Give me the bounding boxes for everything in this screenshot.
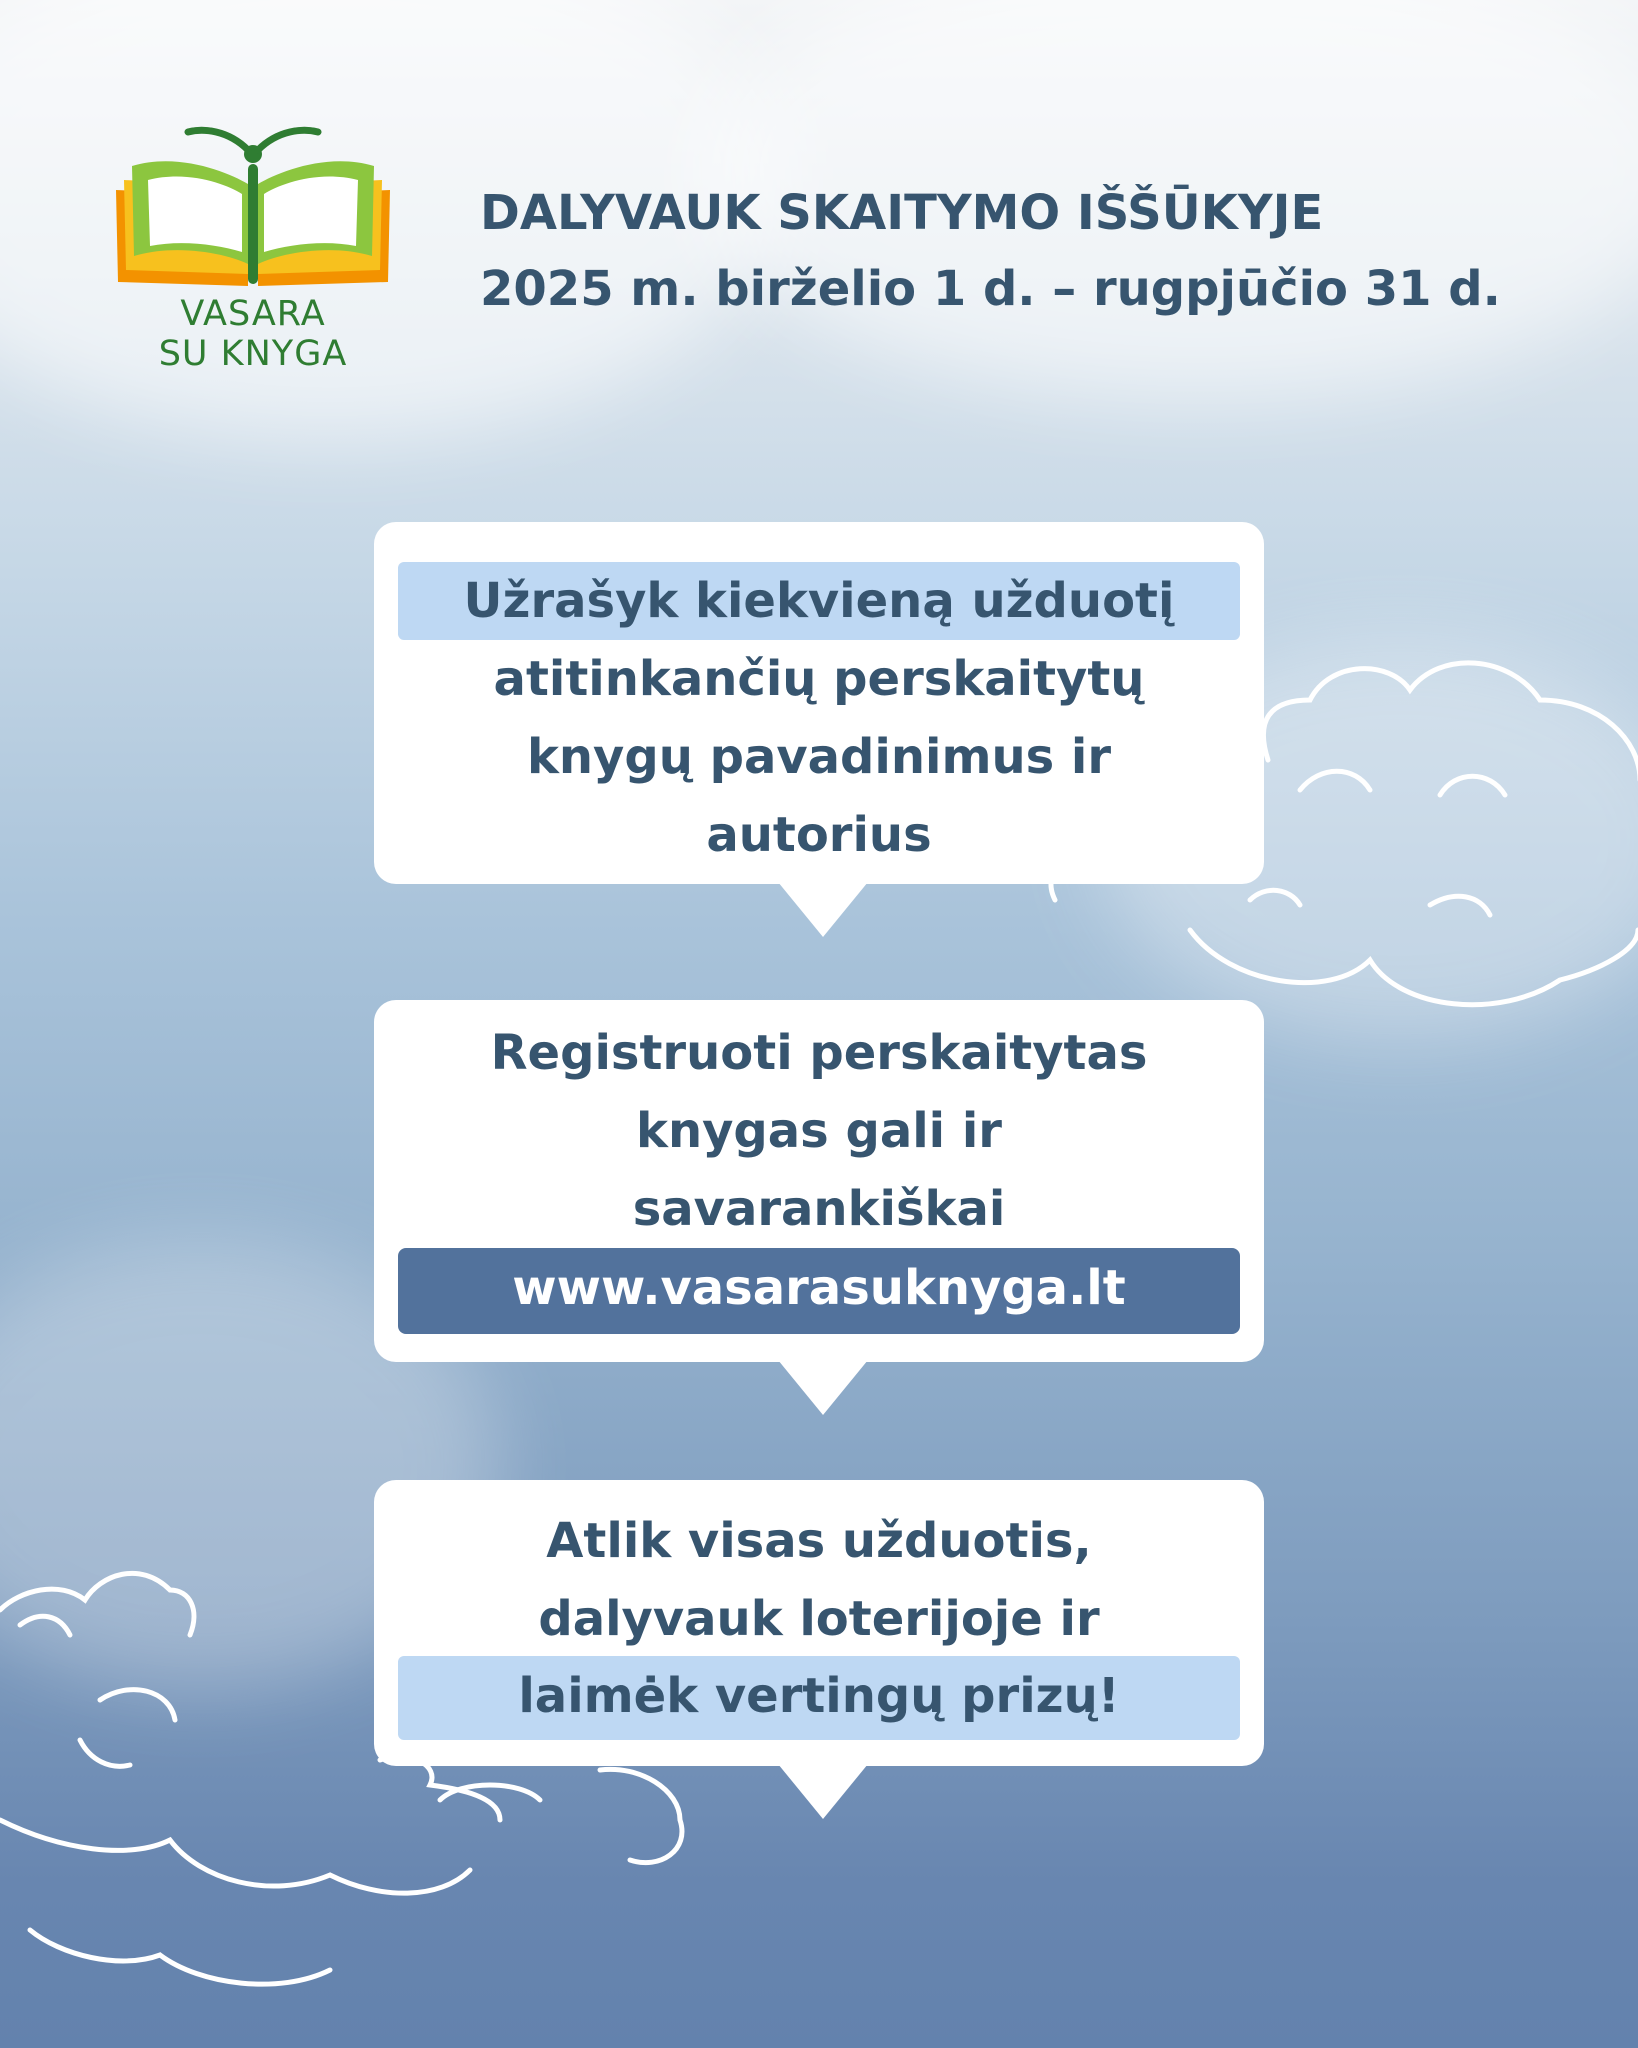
logo-line-1: VASARA (180, 294, 326, 334)
header (480, 175, 1501, 327)
bubble-2-line-3: savarankiškai (632, 1181, 1006, 1237)
bubble-1-line-2: atitinkančių perskaitytų (493, 651, 1145, 707)
speech-bubble-3 (374, 1480, 1264, 1766)
bubble-1-line-1: Užrašyk kiekvieną užduotį (398, 562, 1240, 640)
speech-bubble-1-tail (778, 882, 868, 937)
bubble-1-line-3: knygų pavadinimus ir (526, 729, 1112, 785)
speech-bubble-1 (374, 522, 1264, 884)
speech-bubble-3-tail (778, 1764, 868, 1819)
bubble-2-line-1: Registruoti perskaitytas (490, 1025, 1148, 1081)
speech-bubble-2-tail (778, 1360, 868, 1415)
open-book-butterfly-icon (108, 124, 398, 294)
bubble-3-line-3: laimėk vertingų prizų! (398, 1656, 1240, 1740)
vasara-su-knyga-logo (108, 124, 398, 384)
logo-line-2: SU KNYGA (158, 334, 348, 374)
website-link[interactable]: www.vasarasuknyga.lt (398, 1248, 1240, 1334)
bubble-3-line-2: dalyvauk loterijoje ir (538, 1591, 1100, 1647)
bubble-1-line-4: autorius (706, 807, 932, 863)
header-title: DALYVAUK SKAITYMO IŠŠŪKYJE (480, 185, 1324, 241)
header-dates: 2025 m. birželio 1 d. – rugpjūčio 31 d. (480, 261, 1501, 317)
bubble-2-line-2: knygas gali ir (636, 1103, 1002, 1159)
bubble-3-line-1: Atlik visas užduotis, (546, 1513, 1092, 1569)
speech-bubble-2 (374, 1000, 1264, 1362)
